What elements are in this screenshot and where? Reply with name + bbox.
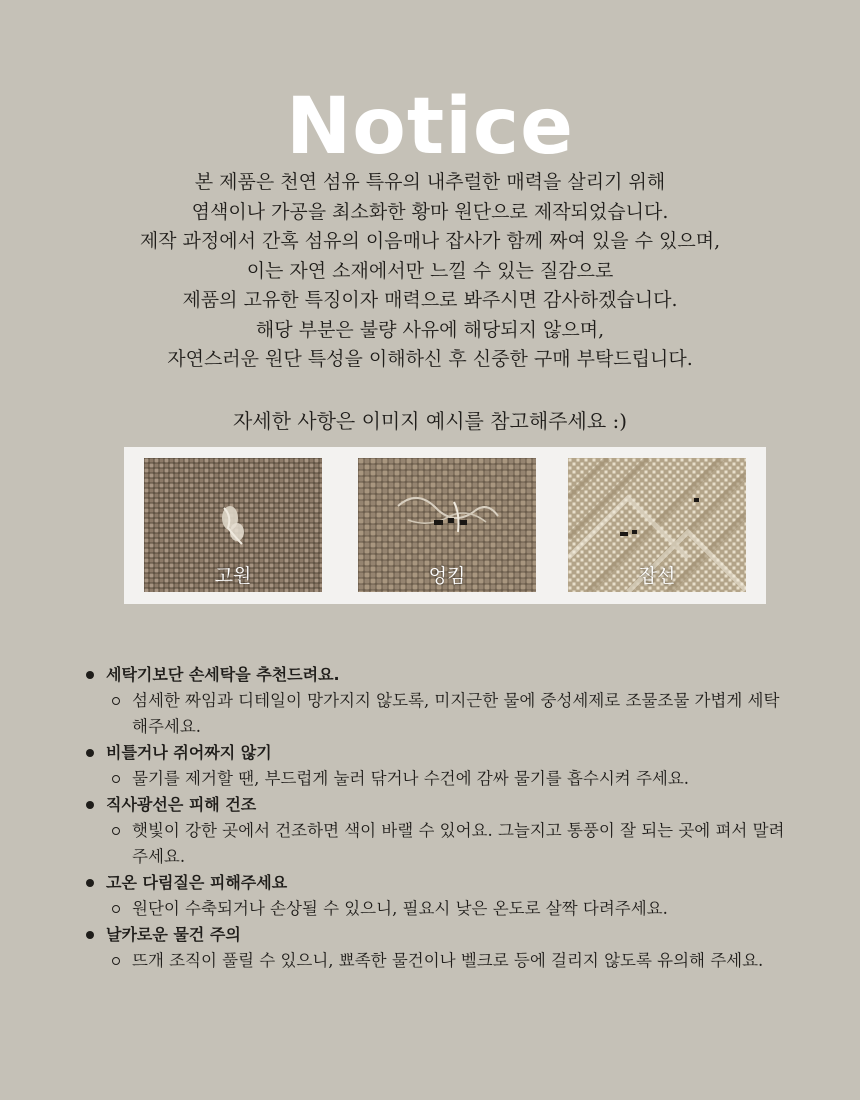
- care-heading: 세탁기보단 손세탁을 추천드려요.: [106, 665, 340, 684]
- care-item: [86, 662, 786, 740]
- bullet-circle-icon: [112, 775, 120, 783]
- care-detail-row: [110, 896, 786, 922]
- care-heading: 비틀거나 쥐어짜지 않기: [106, 743, 272, 762]
- bullet-circle-icon: [112, 957, 120, 965]
- care-detail: 뜨개 조직이 풀릴 수 있으니, 뾰족한 물건이나 벨크로 등에 걸리지 않도록 유의해 주세요.: [132, 951, 764, 970]
- intro-line: 이는 자연 소재에서만 느낄 수 있는 질감으로: [246, 259, 614, 282]
- bullet-circle-icon: [112, 697, 120, 705]
- example-tangle: [358, 458, 536, 592]
- care-detail: 섬세한 짜임과 디테일이 망가지지 않도록, 미지근한 물에 중성세제로 조물조물 가볍게 세탁해주세요.: [132, 691, 780, 736]
- care-instructions-list: [86, 662, 786, 974]
- bullet-dot-icon: [86, 671, 94, 679]
- intro-line: 본 제품은 천연 섬유 특유의 내추럴한 매력을 살리기 위해: [194, 171, 666, 193]
- care-item: [86, 870, 786, 922]
- care-detail: 물기를 제거할 땐, 부드럽게 눌러 닦거나 수건에 감싸 물기를 흡수시켜 주세요.: [132, 769, 690, 788]
- care-detail: 원단이 수축되거나 손상될 수 있으니, 필요시 낮은 온도로 살짝 다려주세요.: [132, 899, 668, 918]
- care-heading: 고온 다림질은 피해주세요: [106, 873, 288, 892]
- bullet-dot-icon: [86, 749, 94, 757]
- example-knot: [144, 458, 322, 592]
- example-label: 고원: [214, 565, 252, 587]
- bullet-dot-icon: [86, 931, 94, 939]
- example-photo-panel: [124, 447, 766, 604]
- care-item: [86, 922, 786, 974]
- intro-paragraph: [40, 168, 820, 375]
- care-detail-row: [110, 688, 786, 740]
- example-label: 잡선: [638, 565, 676, 587]
- intro-line: 제품의 고유한 특징이자 매력으로 봐주시면 감사하겠습니다.: [182, 289, 678, 311]
- example-stray-thread: [568, 458, 746, 592]
- example-label: 엉킴: [428, 565, 466, 587]
- care-heading: 날카로운 물건 주의: [106, 925, 241, 944]
- care-detail-row: [110, 948, 786, 974]
- bullet-dot-icon: [86, 879, 94, 887]
- reference-note: 자세한 사항은 이미지 예시를 참고해주세요 :): [232, 409, 628, 433]
- bullet-circle-icon: [112, 827, 120, 835]
- intro-line: 제작 과정에서 간혹 섬유의 이음매나 잡사가 함께 짜여 있을 수 있으며,: [139, 230, 721, 252]
- bullet-dot-icon: [86, 801, 94, 809]
- care-heading: 직사광선은 피해 건조: [106, 795, 257, 814]
- care-detail: 햇빛이 강한 곳에서 건조하면 색이 바랠 수 있어요. 그늘지고 통풍이 잘 되는 곳에 펴서 말려주세요.: [132, 821, 785, 866]
- notice-title: Notice: [285, 82, 575, 173]
- intro-line: 자연스러운 원단 특성을 이해하신 후 신중한 구매 부탁드립니다.: [167, 348, 693, 370]
- care-item: [86, 740, 786, 792]
- intro-line: 염색이나 가공을 최소화한 황마 원단으로 제작되었습니다.: [191, 200, 669, 223]
- care-detail-row: [110, 766, 786, 792]
- bullet-circle-icon: [112, 905, 120, 913]
- intro-line: 해당 부분은 불량 사유에 해당되지 않으며,: [255, 318, 605, 341]
- care-detail-row: [110, 818, 786, 870]
- care-item: [86, 792, 786, 870]
